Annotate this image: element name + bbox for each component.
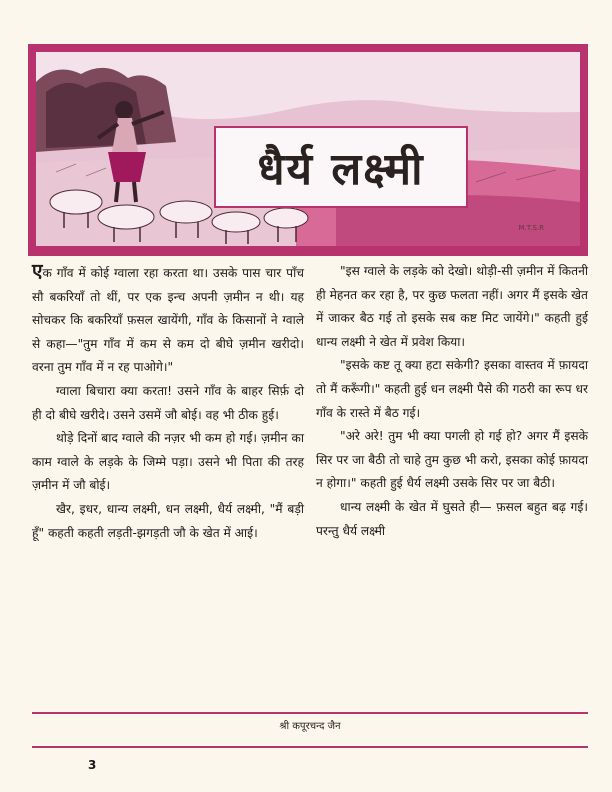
paragraph-6: "इसके कष्ट तू क्या हटा सकेगी? इसका वास्तव में फ़ायदा तो मैं करूँगी।" कहती हुई धन लक्ष्मी पैसे की गठरी का रूप धर गाँव के रास्ते में बैठ गई। bbox=[316, 358, 588, 420]
paragraph-4: खैर, इधर, धान्य लक्ष्मी, धन लक्ष्मी, धैर्य लक्ष्मी, "मैं बड़ी हूँ" कहती कहती लड़ती-झगड़ती जौ के खेत में आई। bbox=[32, 501, 304, 540]
paragraph-5: "इस ग्वाले के लड़के को देखो। थोड़ी-सी ज़मीन में कितनी ही मेहनत कर रहा है, पर कुछ फलता नहीं। अगर मैं इसके खेत में जाकर बैठ गई तो इसके सब कष्ट मिट जायेंगे।" कहती हुई धान्य लक्ष्मी ने खेत में प्रवेश किया। bbox=[316, 264, 588, 349]
story-title: धैर्य लक्ष्मी bbox=[214, 126, 468, 208]
header-illustration bbox=[28, 44, 588, 256]
artist-signature: M.T.S.R bbox=[518, 224, 544, 232]
top-divider bbox=[32, 712, 588, 714]
paragraph-7: "अरे अरे! तुम भी क्या पगली हो गई हो? अगर मैं इसके सिर पर जा बैठी तो चाहे तुम कुछ भी करो, इसका कोई फ़ायदा न होगा।" कहती हुई धैर्य लक्ष्मी उसके सिर पर जा बैठी। bbox=[316, 429, 588, 491]
paragraph-2: ग्वाला बिचारा क्या करता! उसने गाँव के बाहर सिर्फ़ दो ही दो बीघे खरीदे। उसने उसमें जौ बोई। वह भी ठीक हुई। bbox=[32, 383, 304, 422]
drop-cap: ए bbox=[32, 260, 43, 282]
page-number: 3 bbox=[88, 758, 97, 772]
author-name: श्री कपूरचन्द जैन bbox=[279, 721, 341, 732]
left-column bbox=[32, 260, 304, 545]
paragraph-8: धान्य लक्ष्मी के खेत में घुसते ही— फ़सल बहुत बढ़ गई। परन्तु धैर्य लक्ष्मी bbox=[316, 499, 588, 538]
bottom-divider bbox=[32, 746, 588, 748]
paragraph-3: थोड़े दिनों बाद ग्वाले की नज़र भी कम हो गई। ज़मीन का काम ग्वाले के लड़के के जिम्मे पड़ा। उसने भी पिता की तरह ज़मीन में जौ बोई। bbox=[32, 431, 304, 493]
paragraph-1 bbox=[32, 260, 304, 380]
paragraph-1-text: क गाँव में कोई ग्वाला रहा करता था। उसके पास चार पाँच सौ बकरियाँ तो थीं, पर एक इन्च अपनी ज़मीन न थी। यह सोचकर कि बकरियाँ फ़सल खायेंगी, गाँव के किसानों ने ग्वाले से कहा—"तुम गाँव में कम से कम दो बीघे ज़मीन खरीदो। वरना तुम गाँव में न रह पाओगे।" bbox=[32, 266, 304, 375]
right-column bbox=[316, 260, 588, 543]
illustration-scene bbox=[36, 52, 580, 246]
